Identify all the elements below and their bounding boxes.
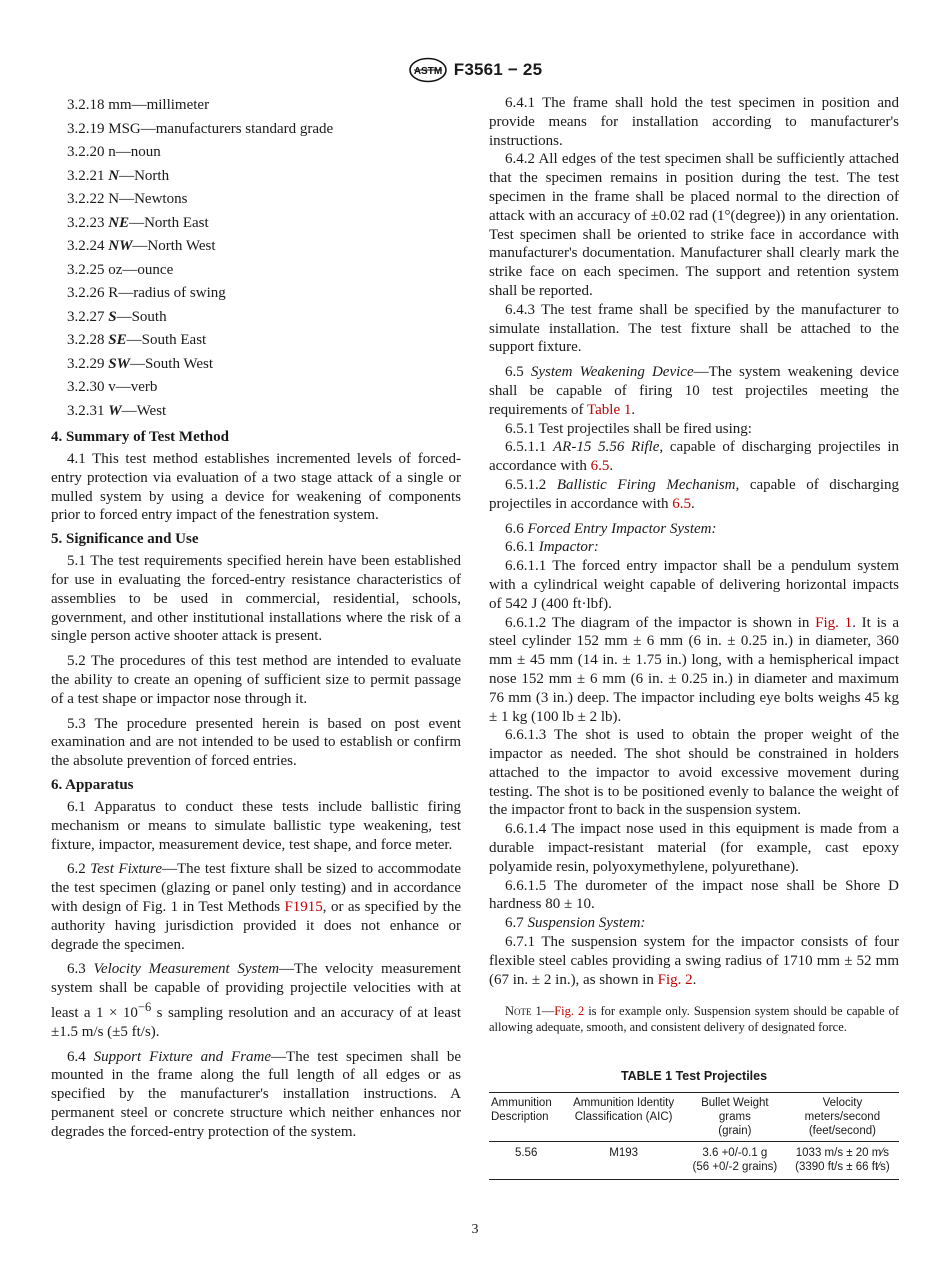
definition-item: 3.2.21 N—North [67,167,170,184]
definition-item: 3.2.20 n—noun [67,144,161,160]
definition-item: 3.2.23 NE—North East [67,214,209,231]
astm-logo-text: ASTM [413,66,442,77]
paragraph: 6.1 Apparatus to conduct these tests include ballistic firing mechanism or means to simulate ballistic type weakening, test fixture, impactor, measurement device, test shape, and force meter. [51,798,461,853]
definition-item: 3.2.24 NW—North West [67,238,216,254]
section-heading: 4. Summary of Test Method [51,429,229,445]
note: Note 1—Fig. 2 is for example only. Suspension system should be capable of allowing adequate, smooth, and consistent delivery of designated force. [489,1004,899,1035]
definition-item: 3.2.19 MSG—manufacturers standard grade [67,120,334,137]
definition-item: 3.2.30 v—verb [67,379,158,395]
table-cell: 3.6 +0/-0.1 g (56 +0/-2 grains) [684,1142,786,1180]
table-header-cell: Ammunition Description [489,1093,563,1142]
definition-item: 3.2.27 S—South [67,308,167,325]
paragraph: 6.6.1 Impactor: [505,539,599,556]
definition-item: 3.2.26 R—radius of swing [67,285,226,301]
paragraph: 6.7.1 The suspension system for the impactor consists of four flexible steel cables providing a swing radius of 1710 mm ± 52 mm (67 in. ± 2 in.), as shown in Fig. 2. [489,934,899,988]
ref-link[interactable]: Table 1 [587,401,632,418]
table-row [489,1142,899,1180]
paragraph: 5.1 The test requirements specified herein have been established for use in evaluating the forced-entry resistance characteristics of assemblies to be used in commercial, residential, schools, government, and other institutional installations where the risk of a single person active shooter attack is present. [51,553,461,645]
paragraph: 6.5.1.1 AR-15 5.56 Rifle, capable of discharging projectiles in accordance with 6.5. [489,439,899,475]
right-column [489,94,899,1180]
paragraph: 6.6.1.3 The shot is used to obtain the proper weight of the impactor as needed. The shot should be constrained in holders attached to the impactor to avoid excessive movement during testing. The shot is to be positioned evenly to balance the weight of the impactor front to back in the suspension system. [489,727,899,819]
paragraph: 6.2 Test Fixture—The test fixture shall be sized to accommodate the test specimen (glazing or panel only testing) and in accordance with design of Fig. 1 in Test Methods F1915, or as specified by the authority having jurisdiction provided it does not enhance or degrade the specimen. [51,861,461,953]
section-heading: 5. Significance and Use [51,531,199,548]
paragraph: 6.3 Velocity Measurement System—The velocity measurement system shall be capable of providing projectile velocities with at least a $1 \times 10^{-6}$ s sampling resolution and an accuracy of at least ±1.5 m/s (±5 ft/s). [51,961,462,1040]
astm-logo-icon [408,57,448,83]
page-number: 3 [471,1222,479,1237]
paragraph: 5.3 The procedure presented herein is based on post event examination and are not intended to be used to establish or confirm the absolute prevention of forced entries. [51,715,461,770]
table-cell: 5.56 [489,1142,563,1180]
paragraph: 5.2 The procedures of this test method are intended to evaluate the ability to create an opening of sufficient size to permit passage of a test shape or impactor nose through it. [51,653,461,707]
table-cell: M193 [563,1142,684,1180]
paragraph: 6.4.1 The frame shall hold the test specimen in position and provide means for installation according to manufacturer's instructions. [489,95,899,149]
paragraph: 6.5 System Weakening Device—The system weakening device shall be capable of firing 10 test projectiles meeting the requirements of Table 1. [489,364,900,418]
definitions-list [51,94,461,423]
definition-item: 3.2.18 mm—millimeter [67,97,210,113]
table-header-cell: Bullet Weight grams (grain) [684,1093,786,1142]
paragraph: 6.4.3 The test frame shall be specified by the manufacturer to simulate installation. The test fixture shall be attached to the support fixture. [489,301,899,356]
paragraph: 6.6 Forced Entry Impactor System: [505,520,717,537]
definition-item: 3.2.28 SE—South East [67,332,207,348]
table-header-row [489,1093,899,1142]
table-header-cell: Velocity meters/second (feet/second) [786,1093,899,1142]
paragraph: 6.4.2 All edges of the test specimen shall be sufficiently attached that the specimen remains in position during the test. The test specimen in the frame shall be placed normal to the direction of attack with an accuracy of ±0.02 rad (1°(degree)) in any orientation. Test specimen shall be oriented to strike face in accordance with manufacturer's documentation. Manufacturer shall clearly mark the strike face on each specimen. The support and retention system shall be reported. [489,151,899,299]
table-title: TABLE 1 Test Projectiles [620,1069,768,1084]
table-header-cell: Ammunition Identity Classification (AIC) [563,1093,684,1142]
ref-link[interactable]: Fig. 2 [554,1004,585,1019]
paragraph: 6.6.1.4 The impact nose used in this equipment is made from a durable impact-resistant material (for example, cast epoxy polyamide resin, polyoxymethylene, polyurethane). [489,821,899,875]
ref-link[interactable]: Fig. 1 [815,614,853,631]
paragraph: 6.6.1.1 The forced entry impactor shall be a pendulum system with a cylindrical weight capable of delivering horizontal impacts of 542 J (400 ft·lbf). [489,558,899,612]
ref-link[interactable]: F1915 [284,898,323,915]
paragraph: 6.5.1 Test projectiles shall be fired using: [505,420,752,437]
definition-item: 3.2.22 N—Newtons [67,191,188,207]
table-cell: 1033 m/s ± 20 m⁄s (3390 ft/s ± 66 ft⁄s) [786,1142,899,1180]
ref-link[interactable]: 6.5 [590,458,610,475]
ref-link[interactable]: Fig. 2 [657,971,693,988]
paragraph: 6.7 Suspension System: [505,915,646,932]
paragraph: 6.6.1.5 The durometer of the impact nose shall be Shore D hardness 80 ± 10. [489,877,899,913]
projectiles-table [489,1092,899,1180]
ref-link[interactable]: 6.5 [672,495,692,512]
left-column [51,94,461,1142]
section-heading: 6. Apparatus [51,776,134,793]
definition-item: 3.2.29 SW—South West [67,355,214,372]
paragraph: 6.5.1.2 Ballistic Firing Mechanism, capable of discharging projectiles in accordance with 6.5. [489,476,900,512]
paragraph: 6.4 Support Fixture and Frame—The test specimen shall be mounted in the frame along the full length of all edges or as specified by the manufacturer's installation instructions. A permanent steel or concrete structure which neither enhances nor degrades the forced-entry protection of the system. [51,1048,461,1140]
standard-designation: F3561 − 25 [453,60,543,79]
paragraph: 4.1 This test method establishes incremented levels of forced-entry protection via evaluation of a two stage attack of a single or mulled system by using a device for weakening of components prior to forced entry impact of the fenestration system. [51,451,461,524]
definition-item: 3.2.31 W—West [67,402,167,419]
paragraph: 6.6.1.2 The diagram of the impactor is shown in Fig. 1. It is a steel cylinder 152 mm ± 6 mm (6 in. ± 0.25 in.) in diameter, 360 mm ± 45 mm (14 in. ± 1.75 in.) long, with a hemispherical impact nose 152 mm ± 6 mm (6 in. ± 0.25 in.) in diameter and maximum 76 mm (3 in.) deep. The impactor including eye bolts weighs 45 kg ± 1 kg (100 lb ± 2 lb). [489,614,900,725]
definition-item: 3.2.25 oz—ounce [67,261,174,278]
page-header [0,56,950,84]
